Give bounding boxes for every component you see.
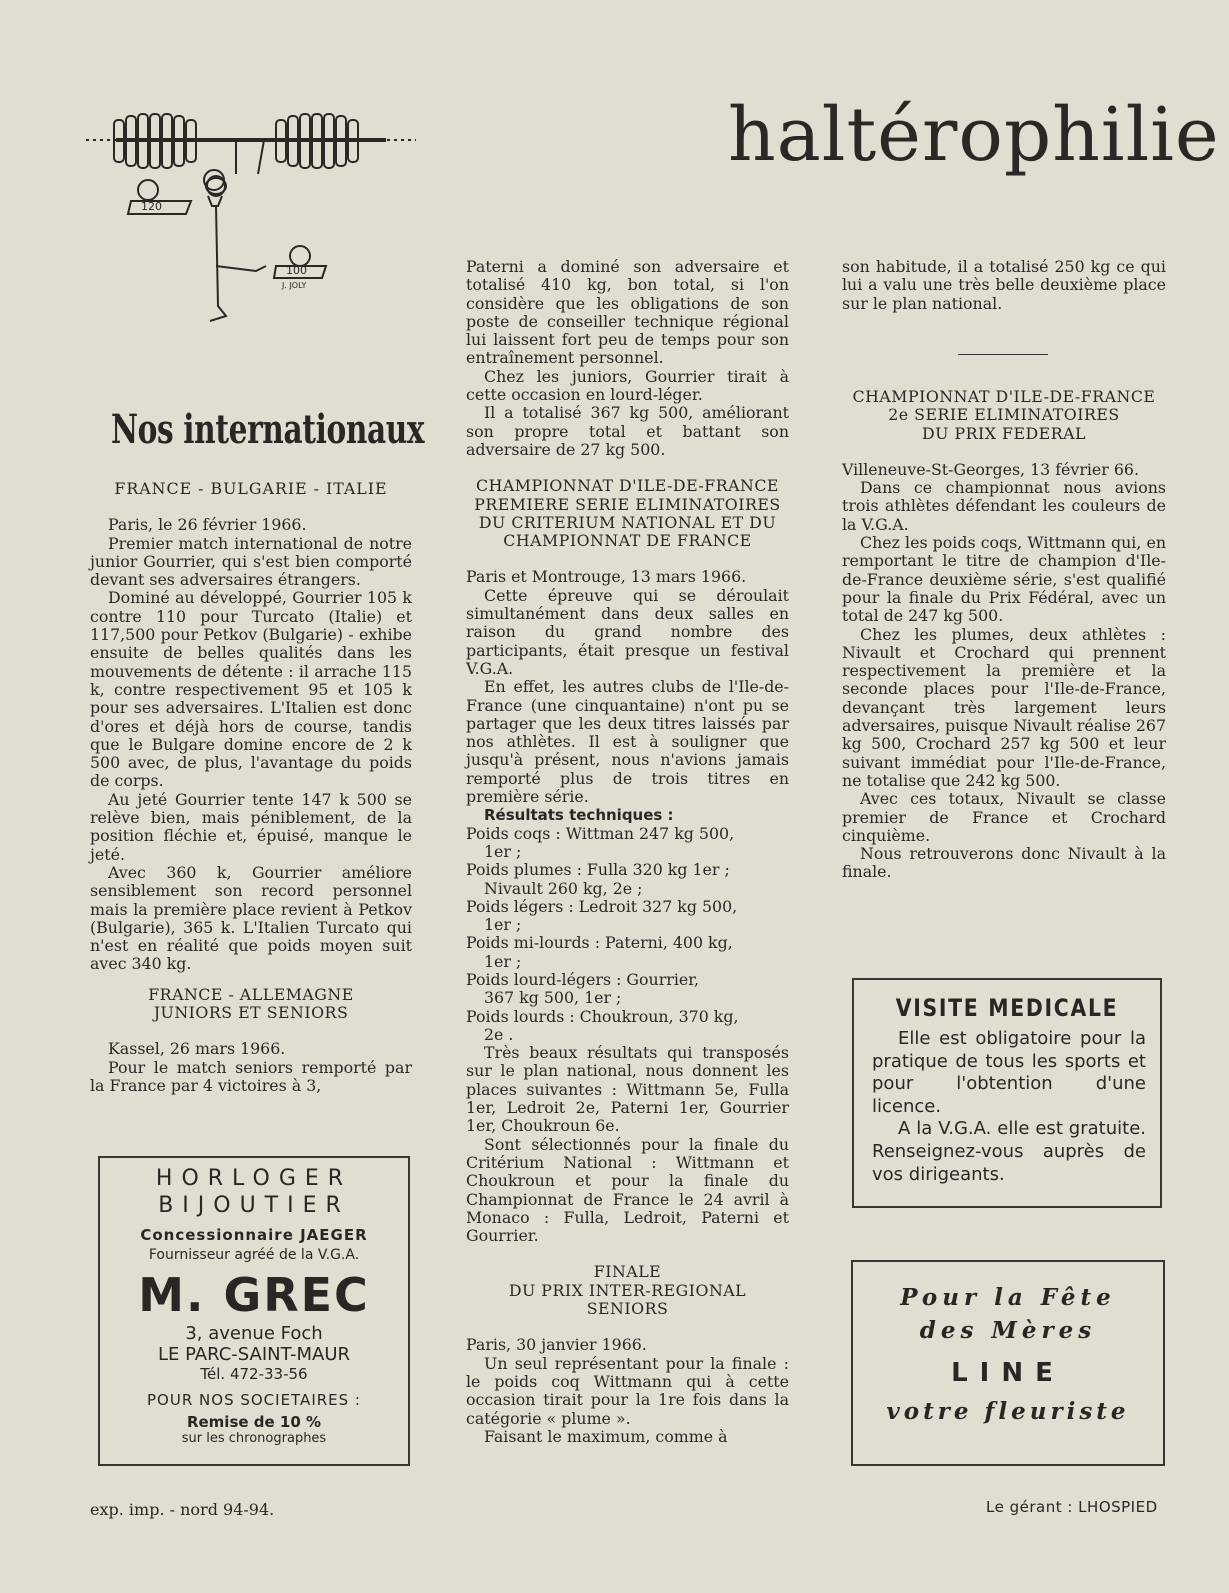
ad-shop-name: M. GREC (138, 1268, 370, 1322)
footer-printer: exp. imp. - nord 94-94. (90, 1500, 275, 1519)
result-line: Poids lourds : Choukroun, 370 kg, 2e . (466, 1006, 739, 1044)
paragraph: Paterni a dominé son adversaire et totalisé 410 kg, bon total, si l'on considère que les obligations de son poste de conseiller technique régional lui laissent fort peu de temps pour son entraînement personnel. (466, 257, 789, 368)
ad-line: Fournisseur agréé de la V.G.A. (148, 1247, 360, 1263)
paragraph: En effet, les autres clubs de l'Ile-de-France (une cinquantaine) n'ont pu se partager que les deux titres laissés par nos athlètes. Il est à souligner que jusqu'à présent, nous n'avions jamais remporté plus de trois titres en première série. (466, 677, 789, 807)
subheading: FRANCE - BULGARIE - ITALIE (114, 479, 388, 498)
artist-signature: J. JOLY (282, 281, 307, 290)
ad-line: Concessionnaire JAEGER (140, 1226, 368, 1244)
paragraph: Chez les plumes, deux athlètes : Nivault et Crochard qui prennent respectivement la première et la seconde places pour l'Ile-de-France, devançant très largement leurs adversaires, puisque Nivault réalise 267 kg 500, Crochard 257 kg 500 et leur suivant immédiat pour l'Ile-de-France, ne totalise que 242 kg 500. (842, 624, 1166, 790)
result-line: Poids mi-lourds : Paterni, 400 kg, 1er ; (466, 933, 733, 971)
plate-right-label: 100 (286, 264, 307, 277)
subheading: CHAMPIONNAT D'ILE-DE-FRANCE (476, 476, 779, 496)
ad-phone: Tél. 472-33-56 (200, 1365, 308, 1383)
subheading: FINALE (593, 1262, 662, 1282)
box-text: Elle est obligatoire pour la pratique de tous les sports et pour l'obtention d'une licence. (872, 1028, 1146, 1117)
weightlifter-illustration (86, 106, 416, 346)
paragraph: Premier match international de notre junior Gourrier, qui s'est bien comporté devant ses adversaires étrangers. (90, 533, 412, 590)
subheading: SENIORS (586, 1299, 669, 1319)
plate-left-label: 120 (141, 200, 162, 213)
ad-line: votre fleuriste (886, 1398, 1130, 1425)
section-divider (958, 354, 1048, 355)
subheading: JUNIORS ET SENIORS (153, 1003, 349, 1023)
page-title: haltérophilie (728, 92, 1220, 178)
subheading: CHAMPIONNAT DE FRANCE (503, 531, 752, 551)
ad-visite-medicale (852, 978, 1162, 1208)
column-1 (90, 480, 412, 1095)
paragraph: Paris et Montrouge, 13 mars 1966. (466, 567, 747, 587)
section-heading: Nos internationaux (111, 406, 425, 453)
paragraph: Dans ce championnat nous avions trois athlètes défendant les couleurs de la V.G.A. (842, 478, 1166, 534)
results-label: Résultats techniques : (484, 806, 674, 825)
ad-florist-name: LINE (951, 1358, 1065, 1388)
column-2 (466, 258, 789, 1446)
subheading: FRANCE - ALLEMAGNE (148, 984, 354, 1004)
ad-line: HORLOGER (155, 1166, 353, 1191)
subheading: PREMIERE SERIE ELIMINATOIRES (474, 494, 781, 514)
subheading: DU PRIX FEDERAL (921, 423, 1086, 443)
result-line: Poids légers : Ledroit 327 kg 500, 1er ; (466, 896, 738, 935)
paragraph: Kassel, 26 mars 1966. (108, 1039, 286, 1059)
paragraph: son habitude, il a totalisé 250 kg ce qui lui a valu une très belle deuxième place sur le plan national. (842, 257, 1166, 313)
paragraph: Chez les juniors, Gourrier tirait à cette occasion en lourd-léger. (466, 366, 789, 405)
result-line: Poids lourd-légers : Gourrier, 367 kg 500, 1er ; (466, 969, 700, 1008)
paragraph: Sont sélectionnés pour la finale du Critérium National : Wittmann et Choukroun et pour la finale du Championnat de France le 24 avril à Monaco : Fulla, Ledroit, Paterni et Gourrier. (466, 1134, 789, 1246)
paragraph: Faisant le maximum, comme à (484, 1426, 728, 1446)
paragraph: Au jeté Gourrier tente 147 k 500 se relève bien, mais péniblement, de la position fléchie et, épuisé, manque le jeté. (90, 789, 412, 864)
ad-line: sur les chronographes (181, 1431, 327, 1446)
ad-line: BIJOUTIER (158, 1193, 350, 1218)
result-line: Poids coqs : Wittman 247 kg 500, 1er ; (466, 823, 735, 861)
result-line: Poids plumes : Fulla 320 kg 1er ; Nivault 260 kg, 2e ; (466, 860, 730, 898)
paragraph: Il a totalisé 367 kg 500, améliorant son propre total et battant son adversaire de 27 kg 500. (466, 403, 789, 459)
footer-manager: Le gérant : LHOSPIED (986, 1498, 1158, 1516)
paragraph: Avec ces totaux, Nivault se classe premier de France et Crochard cinquième. (842, 789, 1166, 845)
ad-fleuriste (851, 1260, 1165, 1466)
box-title: VISITE MEDICALE (895, 994, 1119, 1022)
paragraph: Dominé au développé, Gourrier 105 k contre 110 pour Turcato (Italie) et 117,500 pour Petkov (Bulgarie) - exhibe ensuite de belles qualités dans les mouvements de détente : il arrache 115 k, contre respectivement 95 et 105 k pour ses adversaires. L'Italien est donc d'ores et déjà hors de course, tandis que le Bulgare domine encore de 2 k 500 avec, de plus, l'avantage du poids de corps. (90, 588, 412, 791)
ad-address: 3, avenue Foch (185, 1323, 323, 1344)
subheading: DU CRITERIUM NATIONAL ET DU (478, 512, 777, 532)
ad-line: Remise de 10 % (186, 1413, 322, 1431)
box-text: A la V.G.A. elle est gratuite. Renseignez-vous auprès de vos dirigeants. (872, 1118, 1146, 1185)
ad-horloger (98, 1156, 410, 1466)
subheading: DU PRIX INTER-REGIONAL (508, 1280, 747, 1300)
ad-address: LE PARC-SAINT-MAUR (157, 1344, 351, 1365)
column-3-cont (842, 388, 1166, 882)
paragraph: Avec 360 k, Gourrier améliore sensiblement son record personnel mais la première place revient à Petkov (Bulgarie), 365 k. L'Italien Turcato qui n'est en réalité que poids moyen suit avec 340 kg. (90, 862, 412, 974)
paragraph: Paris, 30 janvier 1966. (466, 1335, 647, 1355)
ad-line: Pour la Fête (900, 1284, 1116, 1311)
subheading: 2e SERIE ELIMINATOIRES (888, 405, 1120, 425)
paragraph: Nous retrouverons donc Nivault à la finale. (842, 844, 1166, 882)
paragraph: Un seul représentant pour la finale : le poids coq Wittmann qui à cette occasion tirait pour la 1re fois dans la catégorie « plume ». (466, 1353, 789, 1428)
paragraph: Très beaux résultats qui transposés sur le plan national, nous donnent les places suivantes : Wittmann 5e, Fulla 1er, Ledroit 2e, Paterni 1er, Gourrier 1er, Choukroun 6e. (466, 1043, 789, 1136)
paragraph: Pour le match seniors remporté par la France par 4 victoires à 3, (90, 1057, 412, 1095)
column-3 (842, 258, 1166, 313)
paragraph: Villeneuve-St-Georges, 13 février 66. (842, 459, 1139, 479)
paragraph: Cette épreuve qui se déroulait simultanément dans deux salles en raison du grand nombre des participants, était presque un festival V.G.A. (466, 585, 789, 678)
subheading: CHAMPIONNAT D'ILE-DE-FRANCE (852, 387, 1156, 406)
paragraph: Chez les poids coqs, Wittmann qui, en remportant le titre de champion d'Ile-de-France deuxième série, s'est qualifié pour la finale du Prix Fédéral, avec un total de 247 kg 500. (842, 533, 1166, 626)
ad-line: POUR NOS SOCIETAIRES : (147, 1391, 361, 1409)
ad-line: des Mères (919, 1317, 1097, 1344)
paragraph: Paris, le 26 février 1966. (108, 515, 307, 535)
